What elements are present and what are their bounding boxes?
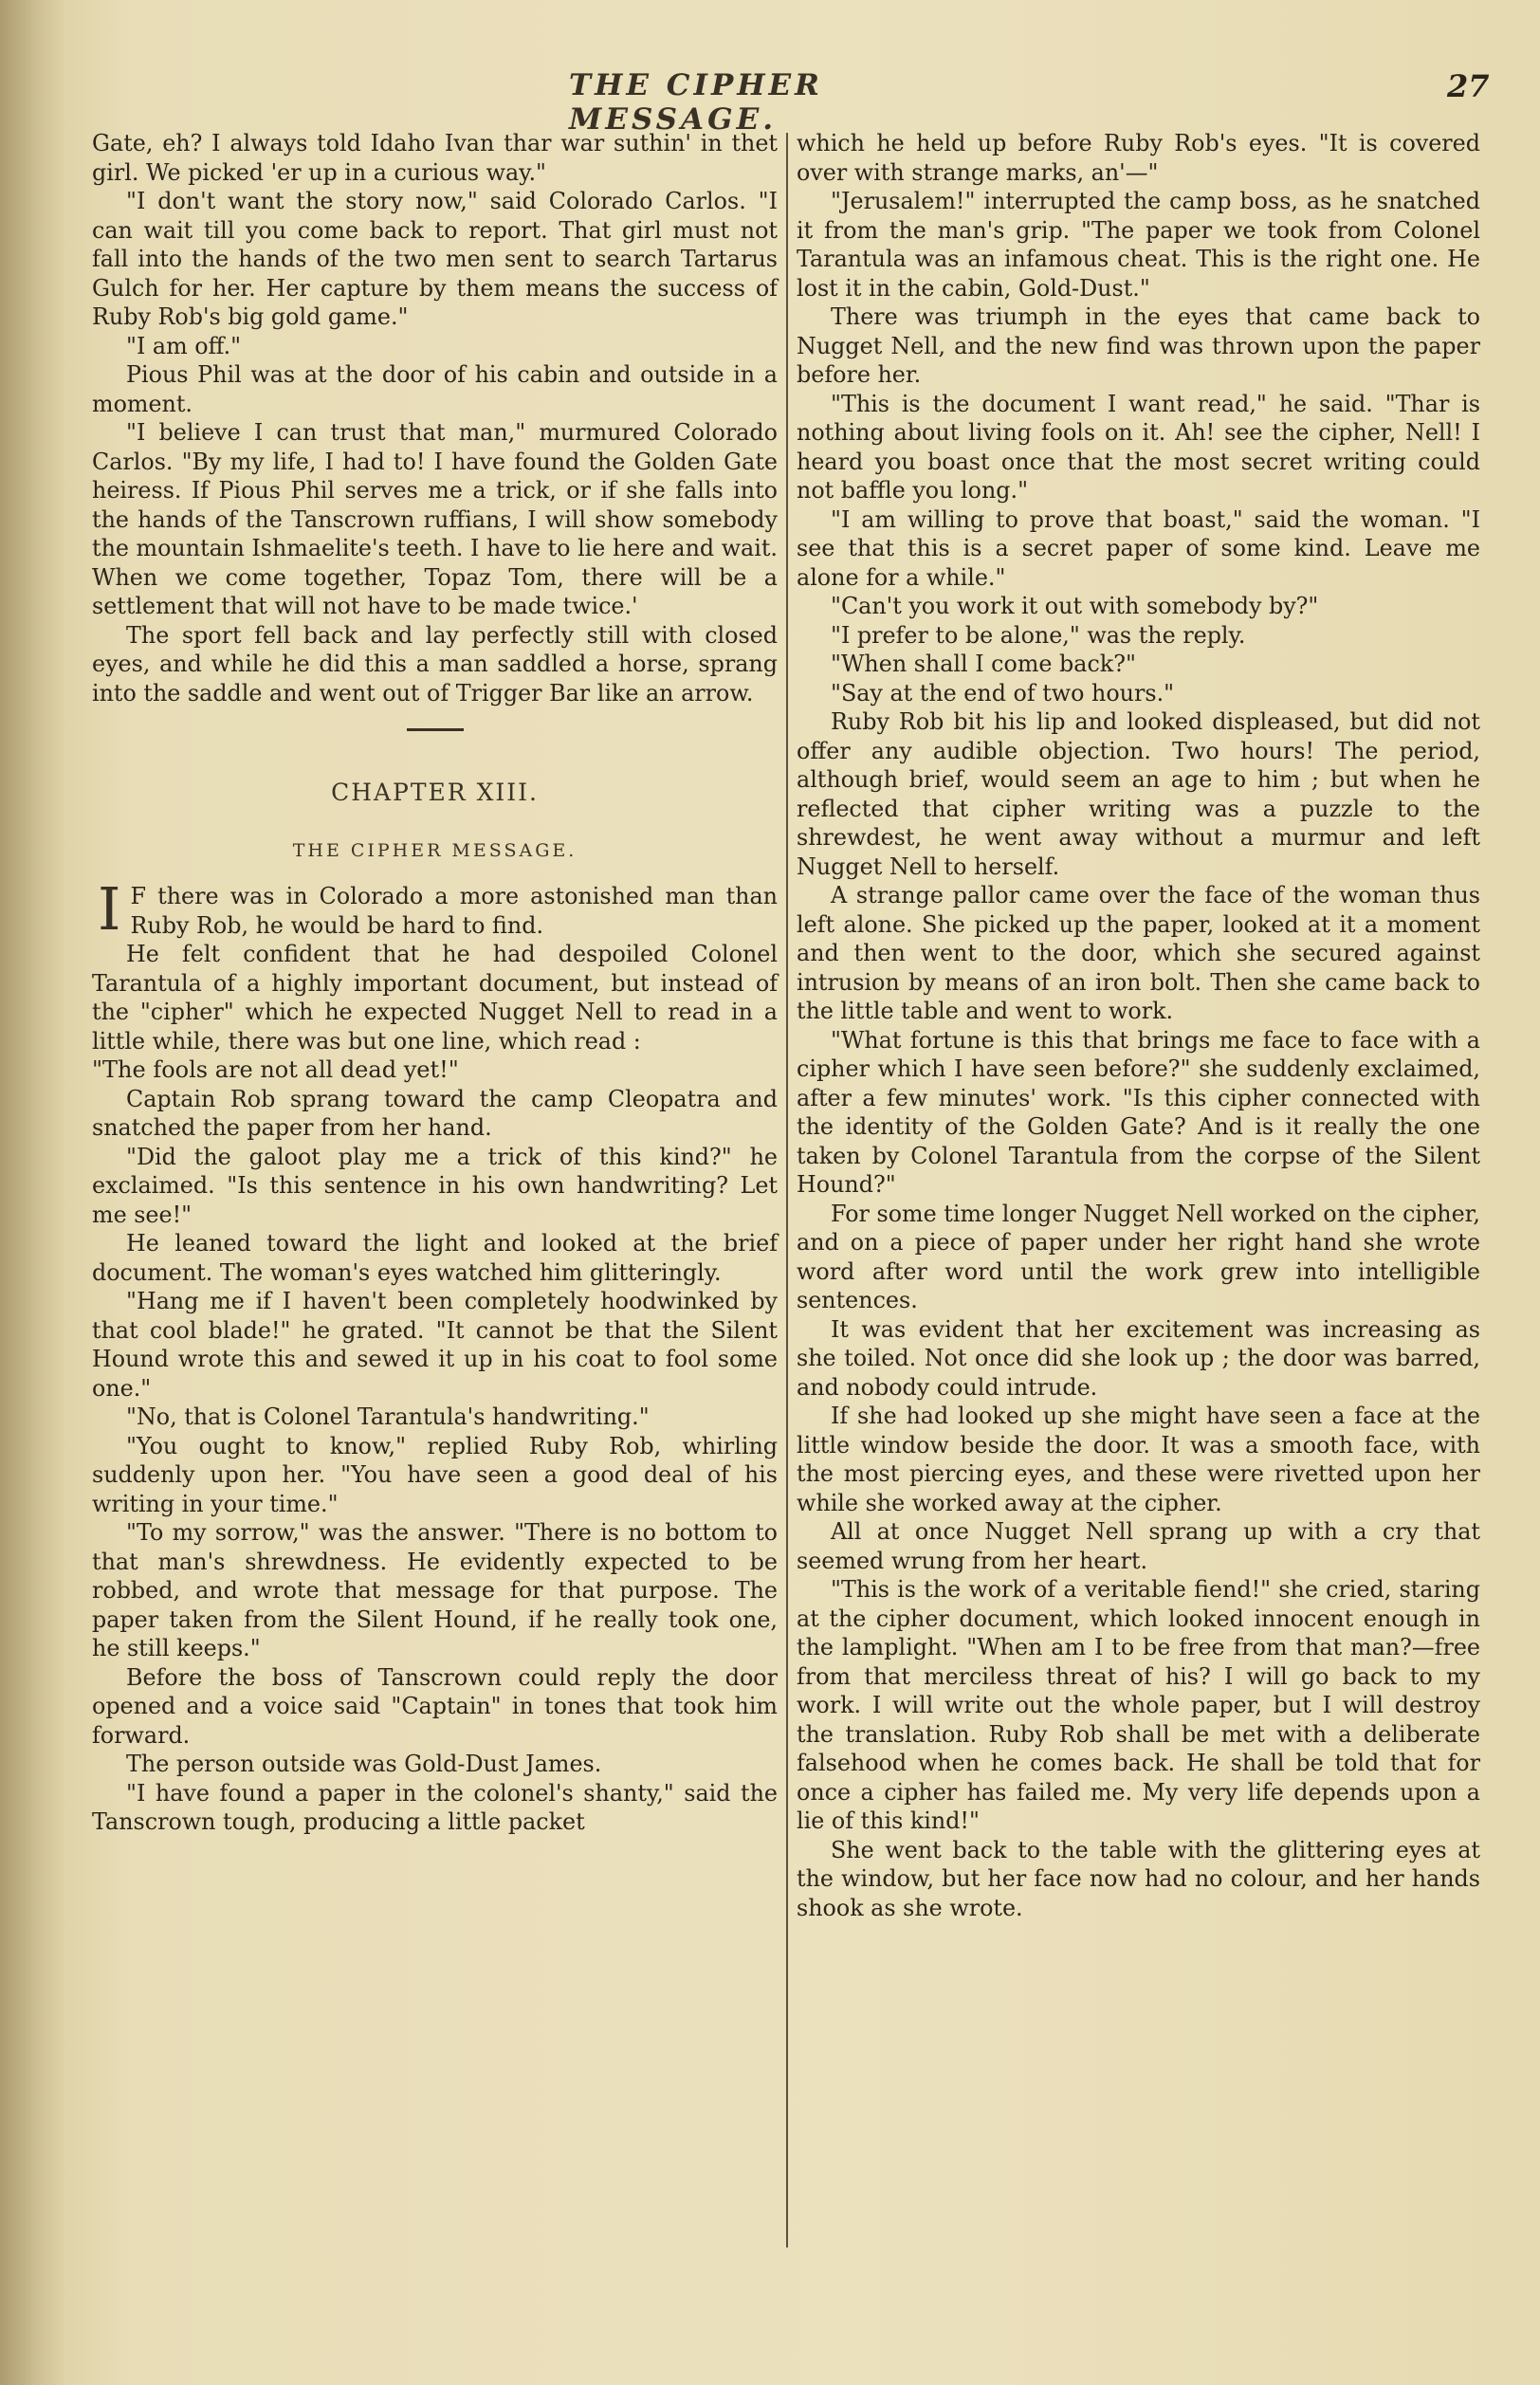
paragraph: "Can't you work it out with somebody by?" <box>831 593 1319 619</box>
paragraph: "This is the work of a veritable fiend!" she cried, staring at the cipher document, which looked innocent enough in the lamplight. "When am I to be free from that man?—free from that merciless threat of his? I will go back to my work. I will write out the whole paper, but I will destroy the translation. Ruby Rob shall be met with a deliberate falsehood when he comes back. He shall be told that for once a cipher has failed me. My very life depends upon a lie of this kind!" <box>797 1576 1480 1834</box>
paragraph: He felt confident that he had despoiled Colonel Tarantula of a highly important document, but instead of the "cipher" which he expected Nugget Nell to read in a little while, there was but one line, which read : <box>92 941 778 1055</box>
right-column <box>797 129 1480 1922</box>
paragraph: The person outside was Gold-Dust James. <box>126 1751 602 1777</box>
paragraph: Ruby Rob bit his lip and looked displeased, but did not offer any audible objection. Two hours! The period, although brief, would seem an age to him ; but when he reflected that cipher writing was a puzzle to the shrewdest, he went away without a murmur and left Nugget Nell to herself. <box>797 708 1480 880</box>
paragraph: She went back to the table with the glittering eyes at the window, but her face now had no colour, and her hands shook as she wrote. <box>797 1836 1480 1921</box>
left-column <box>92 129 778 1837</box>
page-number: 27 <box>1447 68 1490 104</box>
chapter-subheading: THE CIPHER MESSAGE. <box>292 839 578 861</box>
paragraph: "Say at the end of two hours." <box>831 679 1175 706</box>
paragraph: Captain Rob sprang toward the camp Cleopatra and snatched the paper from her hand. <box>92 1085 778 1141</box>
chapter-heading: CHAPTER XIII. <box>331 779 539 806</box>
paragraph: "What fortune is this that brings me face to face with a cipher which I have seen before?" she suddenly exclaimed, after a few minutes' work. "Is this cipher connected with the identity of the Golden Gate? And is it really the one taken by Colonel Tarantula from the corpse of the Silent Hound?" <box>797 1026 1480 1198</box>
drop-cap: I <box>98 874 121 944</box>
paragraph: For some time longer Nugget Nell worked on the cipher, and on a piece of paper under her right hand she wrote word after word until the work grew into intelligible sentences. <box>797 1200 1480 1313</box>
paragraph: All at once Nugget Nell sprang up with a cry that seemed wrung from her heart. <box>797 1518 1480 1574</box>
paragraph: "I am willing to prove that boast," said the woman. "I see that this is a secret paper of some kind. Leave me alone for a while." <box>797 505 1480 591</box>
paragraph: He leaned toward the light and looked at the brief document. The woman's eyes watched him glitteringly. <box>92 1230 778 1286</box>
paragraph: If she had looked up she might have seen a face at the little window beside the door. It was a smooth face, with the most piercing eyes, and these were rivetted upon her while she worked away at the cipher. <box>797 1403 1480 1516</box>
paragraph: The sport fell back and lay perfectly still with closed eyes, and while he did this a man saddled a horse, sprang into the saddle and went out of Trigger Bar like an arrow. <box>92 621 778 706</box>
paragraph: which he held up before Ruby Rob's eyes. "It is covered over with strange marks, an'—" <box>797 130 1480 186</box>
paragraph: Gate, eh? I always told Idaho Ivan thar war suthin' in thet girl. We picked 'er up in a curious way." <box>92 130 778 186</box>
paragraph: "I don't want the story now," said Colorado Carlos. "I can wait till you come back to report. That girl must not fall into the hands of the two men sent to search Tartarus Gulch for her. Her capture by them means the success of Ruby Rob's big gold game." <box>92 188 778 330</box>
paragraph: It was evident that her excitement was increasing as she toiled. Not once did she look up ; the door was barred, and nobody could intrude. <box>797 1315 1480 1401</box>
paragraph: "I am off." <box>126 332 242 359</box>
opening-paragraph <box>92 874 778 944</box>
paragraph: "You ought to know," replied Ruby Rob, whirling suddenly upon her. "You have seen a good deal of his writing in your time." <box>92 1432 778 1517</box>
running-head: THE CIPHER MESSAGE. <box>569 68 823 137</box>
paragraph: "Jerusalem!" interrupted the camp boss, as he snatched it from the man's grip. "The paper we took from Colonel Tarantula was an infamous cheat. This is the right one. He lost it in the cabin, Gold-Dust." <box>797 188 1480 302</box>
paragraph: A strange pallor came over the face of the woman thus left alone. She picked up the paper, looked at it a moment and then went to the door, which she secured against intrusion by means of an iron bolt. Then she came back to the little table and went to work. <box>797 882 1480 1024</box>
paragraph: "Hang me if I haven't been completely hoodwinked by that cool blade!" he grated. "It cannot be that the Silent Hound wrote this and sewed it up in his coat to fool some one." <box>92 1288 778 1402</box>
paragraph: "I have found a paper in the colonel's shanty," said the Tanscrown tough, producing a little packet <box>92 1779 778 1835</box>
opening-paragraph-text: F there was in Colorado a more astonished man than Ruby Rob, he would be hard to find. <box>130 883 778 939</box>
paragraph: "I prefer to be alone," was the reply. <box>831 621 1246 649</box>
paragraph: "No, that is Colonel Tarantula's handwriting." <box>126 1403 650 1430</box>
column-divider <box>786 133 788 2247</box>
paragraph: "This is the document I want read," he said. "Thar is nothing about living fools on it. Ah! see the cipher, Nell! I heard you boast once that the most secret writing could not baffle you long." <box>797 390 1480 504</box>
paragraph: Before the boss of Tanscrown could reply the door opened and a voice said "Captain" in tones that took him forward. <box>92 1663 778 1749</box>
section-divider <box>407 728 464 731</box>
paragraph: "I believe I can trust that man," murmured Colorado Carlos. "By my life, I had to! I have found the Golden Gate heiress. If Pious Phil serves me a trick, or if she falls into the hands of the Tanscrown ruffians, I will show somebody the mountain Ishmaelite's teeth. I have to lie here and wait. When we come together, Topaz Tom, there will be a settlement that will not have to be made twice.' <box>92 419 778 619</box>
paragraph: "Did the galoot play me a trick of this kind?" he exclaimed. "Is this sentence in his own handwriting? Let me see!" <box>92 1143 778 1228</box>
paragraph: "When shall I come back?" <box>831 651 1136 677</box>
paragraph: "To my sorrow," was the answer. "There is no bottom to that man's shrewdness. He evidently expected to be robbed, and wrote that message for that purpose. The paper taken from the Silent Hound, if he really took one, he still keeps." <box>92 1519 778 1661</box>
quoted-line: "The fools are not all dead yet!" <box>92 1056 459 1083</box>
paragraph: There was triumph in the eyes that came back to Nugget Nell, and the new find was thrown upon the paper before her. <box>797 303 1480 388</box>
paragraph: Pious Phil was at the door of his cabin and outside in a moment. <box>92 361 778 417</box>
